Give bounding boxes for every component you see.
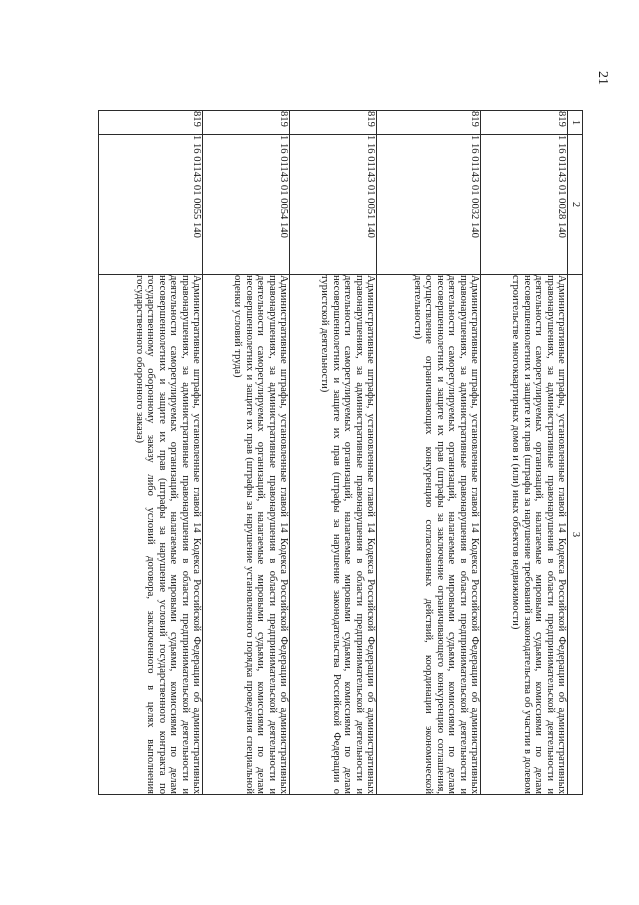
- kbk-code-cell: 1 16 01143 01 0055 140: [99, 135, 203, 275]
- table-header-row: [568, 111, 583, 795]
- kbk-code-cell: 1 16 01143 01 0051 140: [290, 135, 377, 275]
- table-row: [481, 111, 568, 795]
- description-cell: Административные штрафы, установленные главой 14 Кодекса Российской Федерации об административных правонарушениях, за административные правонарушения в области предпринимательской деятельности и деятельности саморегулируемых организаций, налагаемые мировыми судьями, комиссиями по делам несовершеннолетних и защите их прав (штрафы за нарушение законодательства Российской Федерации о туристской деятельности): [290, 275, 377, 795]
- admin-code-cell: 819: [377, 111, 481, 135]
- header-col-2: 2: [568, 135, 583, 275]
- table-row: [290, 111, 377, 795]
- admin-code-cell: 819: [203, 111, 290, 135]
- admin-code-cell: 819: [290, 111, 377, 135]
- table-row: [377, 111, 481, 795]
- kbk-code-cell: 1 16 01143 01 0028 140: [481, 135, 568, 275]
- admin-code-cell: 819: [99, 111, 203, 135]
- header-col-1: 1: [568, 111, 583, 135]
- header-col-3: 3: [568, 275, 583, 795]
- table-row: [99, 111, 203, 795]
- description-cell: Административные штрафы, установленные главой 14 Кодекса Российской Федерации об административных правонарушениях, за административные правонарушения в области предпринимательской деятельности и деятельности саморегулируемых организаций, налагаемые мировыми судьями, комиссиями по делам несовершеннолетних и защите их прав (штрафы за нарушение установленного порядка проведения специальной оценки условий труда): [203, 275, 290, 795]
- description-cell: Административные штрафы, установленные главой 14 Кодекса Российской Федерации об административных правонарушениях, за административные правонарушения в области предпринимательской деятельности и деятельности саморегулируемых организаций, налагаемые мировыми судьями, комиссиями по делам несовершеннолетних и защите их прав (штрафы за нарушение условий государственного контракта по государственному оборонному заказу либо условий договора, заключенного в целях выполнения государственного оборонного заказа): [99, 275, 203, 795]
- admin-code-cell: 819: [481, 111, 568, 135]
- rotated-table-wrapper: [98, 110, 583, 795]
- table-row: [203, 111, 290, 795]
- budget-classification-table: [98, 110, 583, 795]
- kbk-code-cell: 1 16 01143 01 0032 140: [377, 135, 481, 275]
- kbk-code-cell: 1 16 01143 01 0054 140: [203, 135, 290, 275]
- page-number: 21: [595, 71, 610, 85]
- document-table-container: [98, 110, 583, 795]
- description-cell: Административные штрафы, установленные главой 14 Кодекса Российской Федерации об административных правонарушениях, за административные правонарушения в области предпринимательской деятельности и деятельности саморегулируемых организаций, налагаемые мировыми судьями, комиссиями по делам несовершеннолетних и защите их прав (штрафы за нарушение требований законодательства об участии в долевом строительстве многоквартирных домов и (или) иных объектов недвижимости): [481, 275, 568, 795]
- description-cell: Административные штрафы, установленные главой 14 Кодекса Российской Федерации об административных правонарушениях, за административные правонарушения в области предпринимательской деятельности и деятельности саморегулируемых организаций, налагаемые мировыми судьями, комиссиями по делам несовершеннолетних и защите их прав (штрафы за заключение ограничивающего конкуренцию соглашения, осуществление ограничивающих конкуренцию согласованных действий, координации экономической деятельности): [377, 275, 481, 795]
